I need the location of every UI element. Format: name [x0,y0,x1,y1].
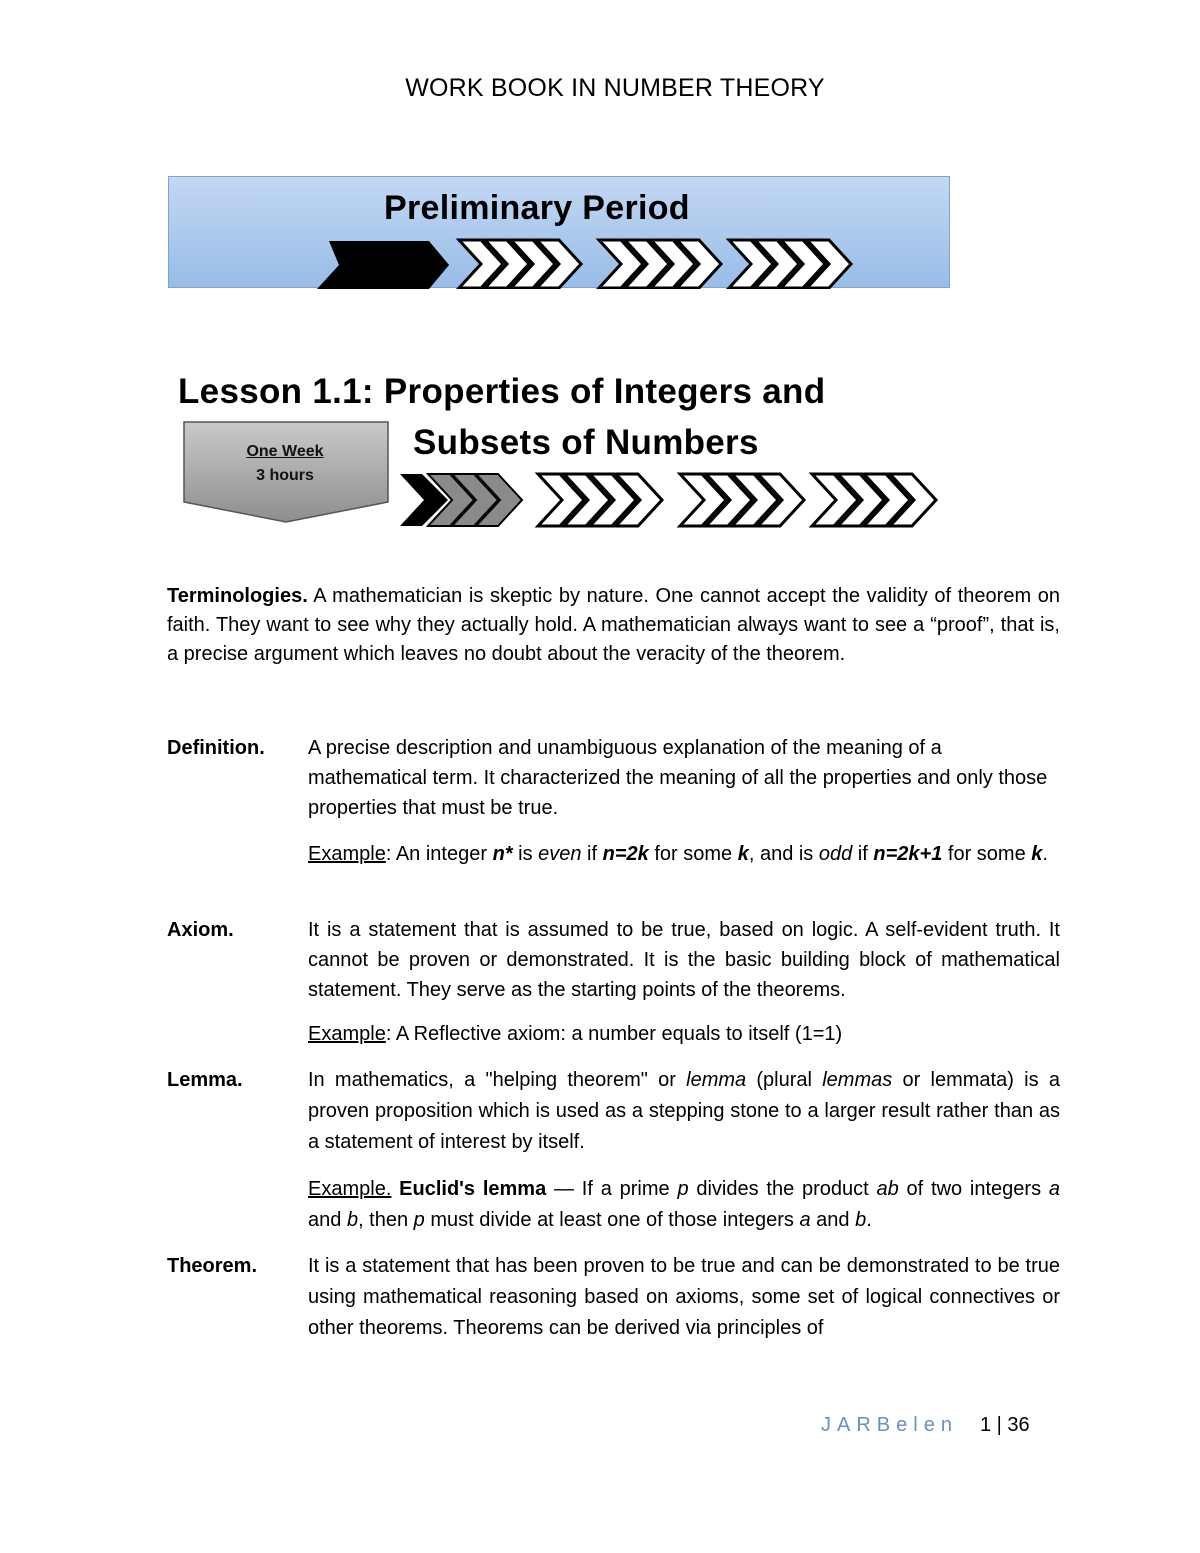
intro-paragraph [167,582,1060,669]
lemma-example-text: must divide at least one of those integers [424,1209,800,1231]
chevron-group-4-icon [538,474,662,526]
chevron-group-5-icon [680,474,804,526]
ex-var-k: k [1031,843,1043,865]
chevron-group-6-icon [812,474,936,526]
page-number: 1 | 36 [980,1414,1030,1436]
lemma-example-text: and [810,1209,856,1231]
chevron-group-3-icon [729,240,851,288]
lemma-example-text: divides the product [688,1178,877,1200]
theorem-text: It is a statement that has been proven to be true and can be demonstrated to be true using mathematical reasoning based on axioms, some set of logical connectives or other theorems. Theorems can be derived via principles of [308,1255,1060,1339]
theorem-term: Theorem. [167,1255,258,1277]
document-title: WORK BOOK IN NUMBER THEORY [405,74,825,102]
ex-text: if [581,843,603,865]
axiom-term: Axiom. [167,919,234,941]
banner-title: Preliminary Period [384,189,690,227]
euclid-lemma-name: Euclid's lemma [391,1178,547,1200]
var-p: p [677,1178,689,1200]
ex-text: for some [648,843,738,865]
ex-text: : An integer [385,843,493,865]
var-a: a [799,1209,811,1231]
ex-var-k: k [737,843,749,865]
ex-odd: odd [818,843,853,865]
lemma-text-part: In mathematics, a "helping theorem" or [308,1069,687,1091]
var-b: b [346,1209,359,1231]
ex-text: . [1042,843,1048,865]
axiom-example [308,1019,1060,1049]
var-p: p [413,1209,425,1231]
var-a: a [1048,1178,1060,1200]
duration-hours: 3 hours [256,467,314,484]
lemma-italic: lemma [686,1069,747,1091]
var-b: b [855,1209,867,1231]
lemma-example-text: — If a prime [546,1178,678,1200]
duration-label: One Week [246,443,324,460]
footer-author: JARBelen [821,1414,958,1436]
definition-term: Definition. [167,737,265,759]
ex-text: for some [942,843,1032,865]
chevron-group-1-icon [459,240,581,288]
lemma-text-part: (plural [746,1069,823,1091]
definition-example-label: Example [308,843,386,865]
axiom-example-label: Example [308,1023,386,1045]
ex-text: , and is [748,843,819,865]
var-ab: ab [876,1178,899,1200]
axiom-text: It is a statement that is assumed to be true, based on logic. A self-evident truth. It cannot be proven or demonstrated. It is the basic building block of mathematical statement. They serve as the starting points of the theorems. [308,919,1060,1001]
chevron-group-2-icon [599,240,721,288]
definition-example [308,839,1060,869]
intro-term: Terminologies. [167,585,308,607]
definition-text: A precise description and unambiguous explanation of the meaning of a mathematical term. It characterized the meaning of all the properties and only those properties that must be true. [308,737,1048,819]
lemma-example-label: Example. [308,1178,392,1200]
ex-formula-even: n=2k [602,843,649,865]
intro-text: A mathematician is skeptic by nature. One cannot accept the validity of theorem on faith. They want to see why they actually hold. A mathematician always want to see a “proof”, that is, a precise argument which leaves no doubt about the veracity of the theorem. [167,585,1060,665]
ex-text: if [852,843,874,865]
axiom-example-text: : A Reflective axiom: a number equals to itself (1=1) [385,1023,843,1045]
lemma-example-text: and [308,1209,347,1231]
period-banner [168,176,950,288]
lesson-title-line2: Subsets of Numbers [413,423,759,462]
ex-formula-odd: n=2k+1 [873,843,943,865]
lemmas-italic: lemmas [822,1069,893,1091]
ex-even: even [538,843,582,865]
banner-chevron-arrows-icon [309,235,869,289]
lesson-title-line1: Lesson 1.1: Properties of Integers and [178,372,826,411]
ex-text: is [512,843,539,865]
lemma-example-text: . [866,1209,872,1231]
ex-var-n: n* [492,843,513,865]
lemma-example-text: , then [358,1209,414,1231]
lemma-term: Lemma. [167,1069,243,1091]
lemma-text-part: or lemmata) is a proven proposition which is used as a stepping stone to a larger result rather than as a statement of interest by itself. [308,1069,1060,1153]
lesson-chevron-arrows-icon [398,470,958,530]
duration-text [182,440,388,488]
lemma-example [308,1174,1060,1236]
lemma-text [308,1065,1060,1158]
lemma-example-text: of two integers [898,1178,1049,1200]
